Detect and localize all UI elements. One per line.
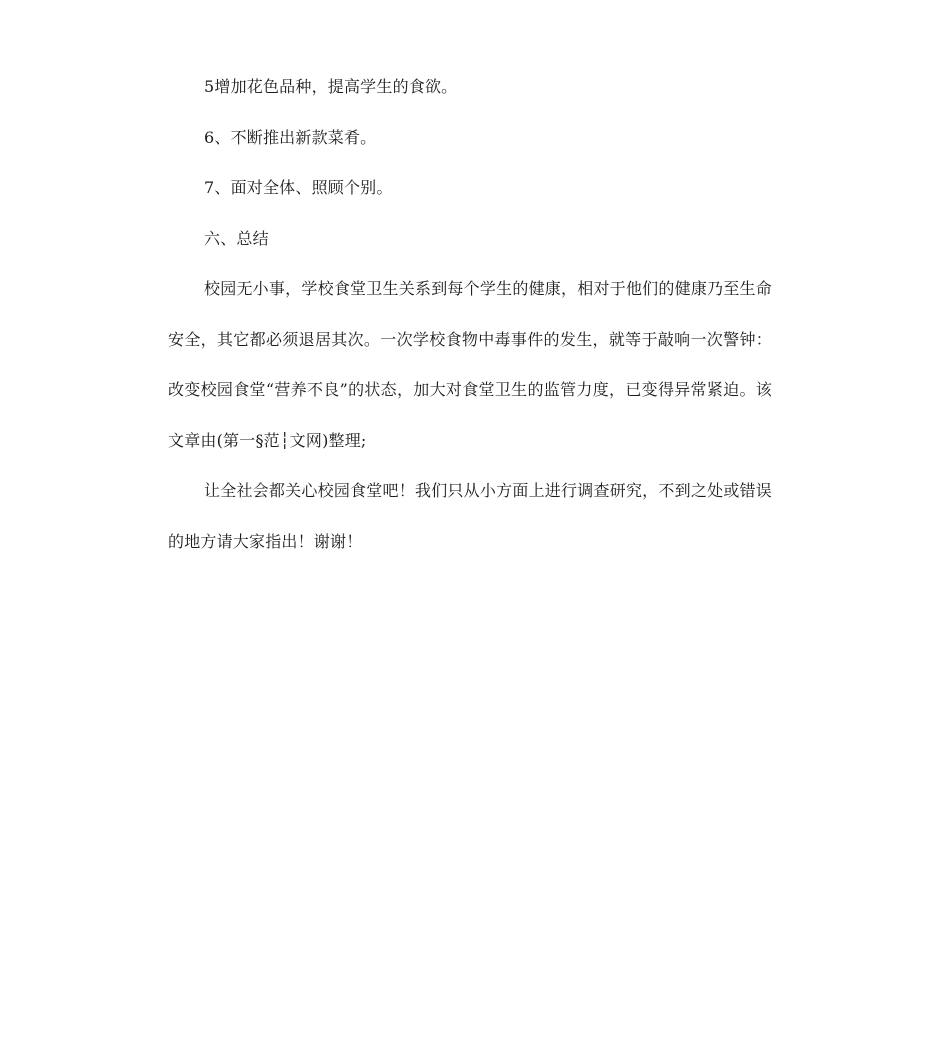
- list-item-5: 5增加花色品种，提高学生的食欲。: [204, 77, 458, 96]
- summary-paragraph: 校园无小事，学校食堂卫生关系到每个学生的健康，相对于他们的健康乃至生命安全，其它都必须退居其次。一次学校食物中毒事件的发生，就等于敲响一次警钟：改变校园食堂“营养不良”的状态，加大对食堂卫生的监管力度，已变得异常紧迫。该文章由(第一§范┆文网)整理;: [168, 279, 772, 450]
- list-item-7: 7、面对全体、照顾个别。: [204, 178, 393, 197]
- document-body: [168, 62, 772, 567]
- section-heading-summary: 六、总结: [204, 228, 269, 248]
- list-item-6: 6、不断推出新款菜肴。: [204, 127, 377, 147]
- closing-paragraph: 让全社会都关心校园食堂吧！我们只从小方面上进行调查研究，不到之处或错误的地方请大家指出！谢谢！: [168, 481, 772, 551]
